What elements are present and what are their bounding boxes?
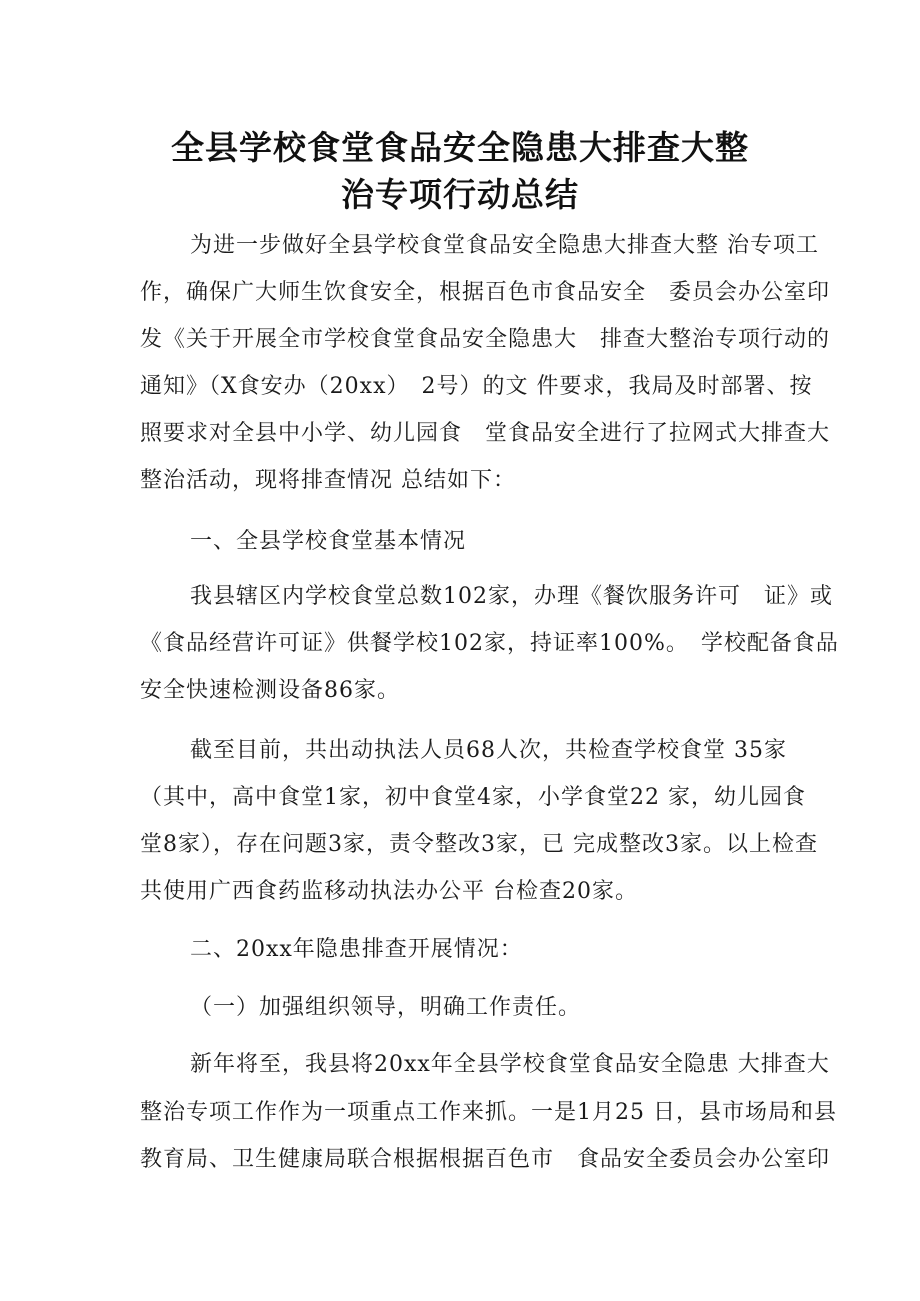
paragraph-line: 共使用广西食药监移动执法办公平 台检查20家。 — [140, 879, 638, 904]
paragraph-line: 发《关于开展全市学校食堂食品安全隐患大 排查大整治专项行动的 — [140, 327, 831, 352]
section-heading: 二、20xx年隐患排查开展情况： — [190, 937, 523, 962]
paragraph-line: 整治专项工作作为一项重点工作来抓。一是1月25 日，县市场局和县 — [140, 1100, 837, 1125]
section-heading: 一、全县学校食堂基本情况 — [190, 529, 467, 554]
paragraph-line: 通知》（X食安办（20xx） 2号）的文 件要求，我局及时部署、按 — [140, 374, 813, 399]
subsection-heading: （一）加强组织领导，明确工作责任。 — [190, 995, 582, 1020]
paragraph-line: 新年将至，我县将20xx年全县学校食堂食品安全隐患 大排查大 — [190, 1052, 830, 1077]
paragraph-line: 截至目前，共出动执法人员68人次，共检查学校食堂 35家 — [190, 738, 787, 763]
paragraph-line: （其中，高中食堂1家，初中食堂4家，小学食堂22 家，幼儿园食 — [140, 785, 806, 810]
document-title-line-2: 治专项行动总结 — [341, 175, 579, 214]
paragraph-line: 整治活动，现将排查情况 总结如下： — [140, 468, 516, 493]
paragraph-line: 照要求对全县中小学、幼儿园食 堂食品安全进行了拉网式大排查大 — [140, 421, 831, 446]
paragraph-line: 《食品经营许可证》供餐学校102家，持证率100%。 学校配备食品 — [140, 631, 839, 656]
paragraph-line: 安全快速检测设备86家。 — [140, 678, 400, 703]
document-title-line-1: 全县学校食堂食品安全隐患大排查大整 — [171, 128, 749, 167]
paragraph-line: 我县辖区内学校食堂总数102家，办理《餐饮服务许可 证》或 — [190, 584, 833, 609]
paragraph-line: 教育局、卫生健康局联合根据根据百色市 食品安全委员会办公室印 — [140, 1147, 831, 1172]
paragraph-line: 堂8家），存在问题3家，责令整改3家，已 完成整改3家。以上检查 — [140, 832, 818, 857]
paragraph-line: 为进一步做好全县学校食堂食品安全隐患大排查大整 治专项工 — [190, 233, 819, 258]
paragraph-line: 作，确保广大师生饮食安全，根据百色市食品安全 委员会办公室印 — [140, 280, 831, 305]
